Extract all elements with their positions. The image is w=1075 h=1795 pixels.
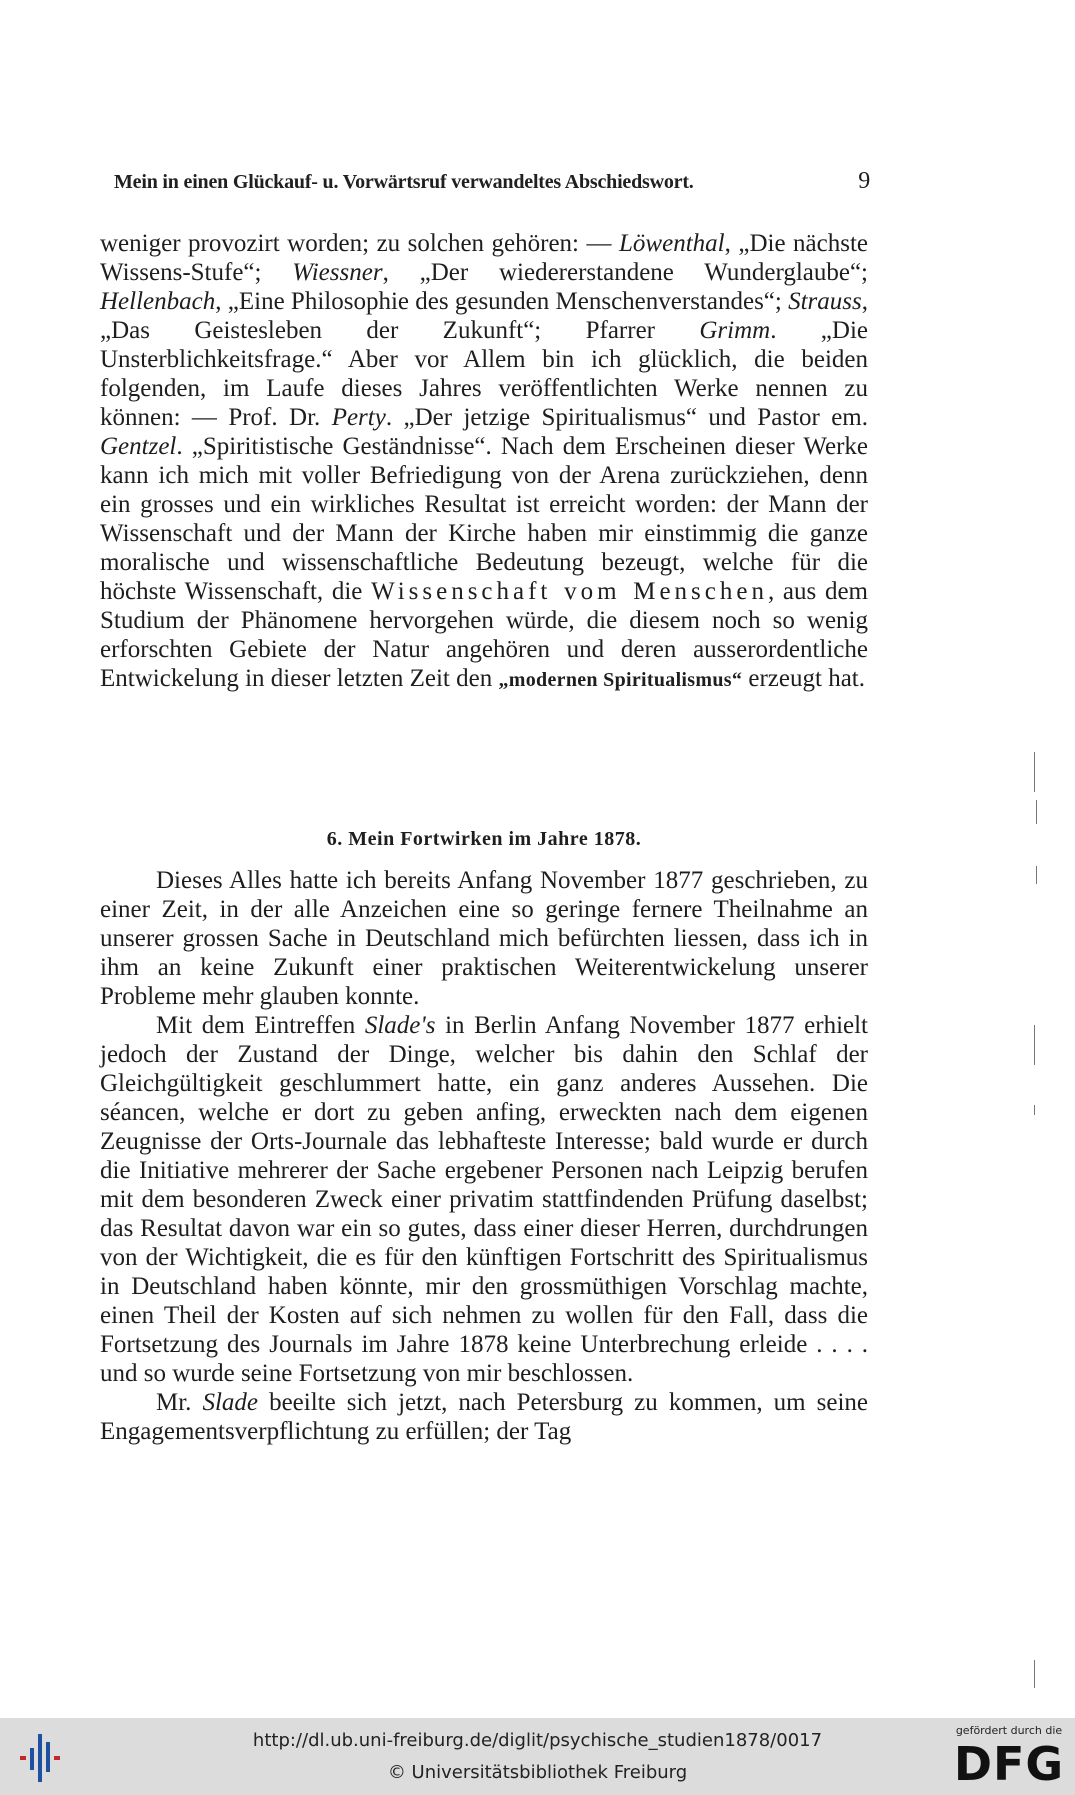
text-run: , „Die nächste Wissens-Stufe“; (100, 230, 868, 286)
section-body (100, 866, 868, 1446)
text-run: . „Die Unsterblichkeitsfrage.“ Aber vor Allem bin ich glücklich, die beiden folgenden, im Laufe dieses Jahres veröffentlichten Werke nennen zu können: — Prof. Dr. (100, 317, 868, 431)
text-run: beeilte sich jetzt, nach Petersburg zu kommen, um seine Engagementsverpflichtung zu erfüllen; der Tag (100, 1389, 868, 1445)
person-name: Slade's (364, 1012, 436, 1039)
paragraph-1 (100, 229, 868, 695)
text-run: weniger provozirt worden; zu solchen gehören: — (100, 230, 620, 257)
margin-mark (1034, 752, 1035, 792)
text-run: . „Spiritistische Geständnisse“. Nach dem Erscheinen dieser Werke kann ich mich mit voller Befriedigung von der Arena zurückziehen, denn ein grosses und ein wirkliches Resultat ist erreicht worden: der Mann der Wissenschaft und der Mann der Kirche haben mir einstimmig die ganze moralische und wissenschaftliche Bedeutung bezeugt, welche für die höchste Wissenschaft, die (100, 433, 868, 605)
author-name: Strauss (788, 288, 862, 315)
copyright-text: © Universitätsbibliothek Freiburg (387, 1762, 688, 1783)
text-run: , „Das Geistesleben der Zukunft“; Pfarrer (100, 288, 868, 344)
dfg-logo: DFG (953, 1737, 1065, 1791)
page-number: 9 (858, 168, 870, 194)
paragraph-4 (100, 1388, 868, 1446)
text-run: , „Eine Philosophie des gesunden Menschenverstandes“; (215, 288, 789, 315)
paragraph-2: Dieses Alles hatte ich bereits Anfang November 1877 geschrieben, zu einer Zeit, in der alle Anzeichen eine so geringe fernere Theilnahme an unserer grossen Sache in Deutschland mich befürchten liessen, dass ich in ihm an keine Zukunft einer praktischen Weiterentwickelung unserer Probleme mehr glauben konnte. (100, 867, 868, 1010)
running-head (114, 168, 870, 195)
text-run: Mr. (156, 1389, 203, 1416)
text-run: , aus dem Studium der Phänomene hervorgehen würde, die diesem noch so wenig erforschten Gebiete der Natur angehören und deren ausserordentliche Entwickelung in dieser letzten Zeit den (100, 578, 868, 692)
dfg-note: gefördert durch die (955, 1724, 1063, 1737)
text-run: , „Der wiedererstandene Wunderglaube“; (382, 259, 868, 286)
author-name: Wiessner (292, 259, 383, 286)
document-url[interactable]: http://dl.ub.uni-freiburg.de/diglit/psychische_studien1878/0017 (252, 1730, 823, 1751)
margin-mark (1036, 800, 1037, 824)
margin-mark (1034, 1105, 1035, 1115)
margin-mark (1034, 1025, 1035, 1065)
paragraph-3 (100, 1011, 868, 1388)
text-run: erzeugt hat. (742, 665, 865, 692)
text-run: . „Der jetzige Spiritualismus“ und Pastor em. (385, 404, 868, 431)
spaced-emphasis: Wissenschaft vom Menschen (371, 578, 768, 605)
section-heading: 6. Mein Fortwirken im Jahre 1878. (326, 828, 642, 850)
bold-emphasis: „modernen Spiritualismus“ (498, 669, 743, 691)
author-name: Grimm (699, 317, 771, 344)
author-name: Perty (331, 404, 386, 431)
text-run: in Berlin Anfang November 1877 erhielt jedoch der Zustand der Dinge, welcher bis dahin den Schlaf der Gleichgültigkeit geschlummert hatte, ein ganz anderes Aussehen. Die séancen, welche er dort zu geben anfing, erweckten nach dem eigenen Zeugnisse der Orts-Journale das lebhafteste Interesse; bald wurde er durch die Initiative mehrerer der Sache ergebener Personen nach Leipzig berufen mit dem besonderen Zweck einer privatim stattfindenden Prüfung daselbst; das Resultat davon war ein so gutes, dass einer dieser Herren, durchdrungen von der Wichtigkeit, die es für den künftigen Fortschritt des Spiritualismus in Deutschland haben könnte, mir den grossmüthigen Vorschlag machte, einen Theil der Kosten auf sich nehmen zu wollen für den Fall, dass die Fortsetzung des Journals im Jahre 1878 keine Unterbrechung erleide . . . . und so wurde seine Fortsetzung von mir beschlossen. (100, 1012, 869, 1387)
margin-mark (1034, 1660, 1035, 1688)
person-name: Slade (202, 1389, 259, 1416)
running-head-title: Mein in einen Glückauf- u. Vorwärtsruf verwandeltes Abschiedswort. (114, 171, 694, 193)
author-name: Löwenthal (619, 230, 725, 257)
footer-bar (0, 1718, 1075, 1795)
text-run: Mit dem Eintreffen (156, 1012, 365, 1039)
author-name: Hellenbach (100, 288, 216, 315)
author-name: Gentzel (100, 433, 177, 460)
margin-mark (1036, 866, 1037, 884)
